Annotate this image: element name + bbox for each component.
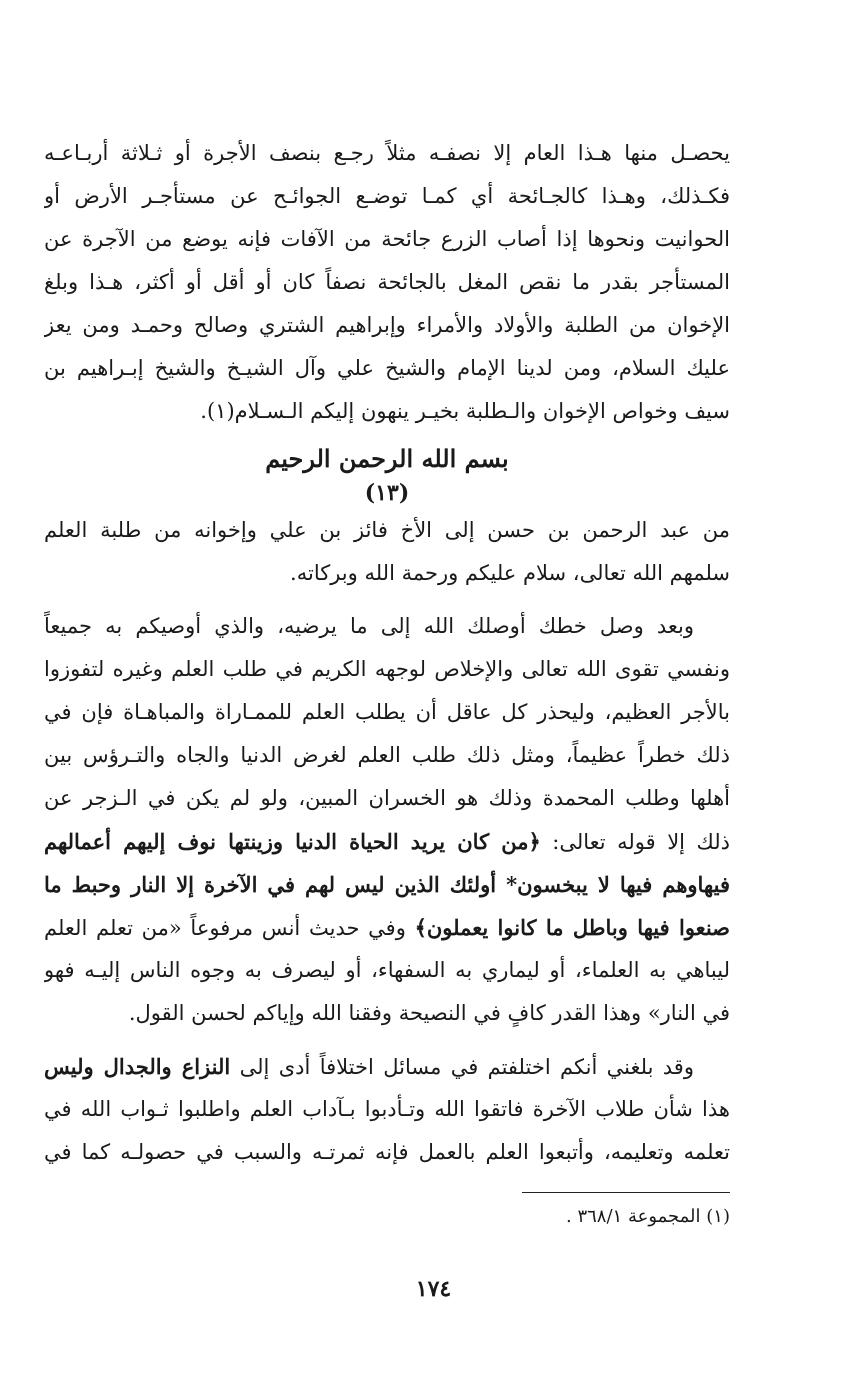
text-line: في النار» وهذا القدر كافٍ في النصيحة وفقنا الله وإياكم لحسن القول. xyxy=(128,1001,730,1025)
text-line: عليك السلام، ومن لدينا الإمام والشيخ علي وآل الشيـخ والشيخ إبـراهيم بن xyxy=(44,356,730,380)
document-body xyxy=(44,132,730,1174)
page-number: ١٧٤ xyxy=(415,1276,452,1302)
text-line: بالأجر العظيم، وليحذر كل عاقل أن يطلب العلم للممـاراة والمباهـاة فإن في xyxy=(44,700,730,724)
text-line: سلمهم الله تعالى، سلام عليكم ورحمة الله وبركاته. xyxy=(290,561,730,585)
text-line: ذلك خطراً عظيماً، ومثل ذلك طلب العلم لغرض الدنيا والجاه والتـرؤس بين xyxy=(44,743,730,767)
text-line: وبعد وصل خطك أوصلك الله إلى ما يرضيه، والذي أوصيكم به جميعاً xyxy=(44,614,694,638)
plain-text: ذلك إلا قوله تعالى: xyxy=(540,830,730,854)
plain-text: وفي حديث أنس مرفوعاً «من تعلم العلم xyxy=(44,916,415,940)
text-line: هذا شأن طلاب الآخرة فاتقوا الله وتـأدبوا بـآداب العلم واطلبوا ثـواب الله في xyxy=(44,1097,730,1121)
bold-text: النزاع والجدال وليس xyxy=(44,1054,231,1079)
text-line: فكـذلك، وهـذا كالجـائحة أي كمـا توضـع الجوائـح عن مستأجـر الأرض أو xyxy=(44,184,730,208)
text-line: أهلها وطلب المحمدة وذلك هو الخسران المبين، ولو لم يكن في الـزجر عن xyxy=(44,786,730,810)
text-line: سيف وخواص الإخوان والـطلبة بخيـر ينهون إليكم الـسـلام(١). xyxy=(200,399,730,423)
text-line: الحوانيت ونحوها إذا أصاب الزرع جائحة من الآفات فإنه يوضع من الآجرة عن xyxy=(44,227,730,251)
text-line xyxy=(44,820,730,863)
text-line: المستأجر بقدر ما نقص المغل بالجائحة نصفاً كان أو أقل أو أكثر، هـذا وبلغ xyxy=(44,270,730,294)
text-line: تعلمه وتعليمه، وأتبعوا العلم بالعمل فإنه ثمرتـه والسبب في حصولـه كما في xyxy=(44,1140,730,1164)
quran-verse: ﴿من كان يريد الحياة الدنيا وزينتها نوف إليهم أعمالهم xyxy=(44,829,541,854)
footnote-divider xyxy=(522,1192,730,1193)
text-line xyxy=(44,906,730,949)
paragraph-salutation xyxy=(44,509,730,595)
quran-verse: صنعوا فيها وباطل ما كانوا يعملون﴾ xyxy=(414,915,730,940)
text-line xyxy=(44,1045,730,1088)
letter-number: (١٣) xyxy=(364,480,410,506)
paragraph-advice xyxy=(44,605,730,1035)
quran-verse: فيهاوهم فيها لا يبخسون* أولئك الذين ليس لهم في الآخرة إلا النار وحبط ما xyxy=(44,872,730,897)
footnote: (١) المجموعة ٣٦٨/١ . xyxy=(566,1206,730,1227)
paragraph-dispute xyxy=(44,1045,730,1174)
text-line: ليباهي به العلماء، أو ليماري به السفهاء، أو ليصرف به وجوه الناس إليـه فهو xyxy=(44,958,730,982)
text-line: ونفسي تقوى الله تعالى والإخلاص لوجهه الكريم في طلب العلم وغيره لتفوزوا xyxy=(44,657,730,681)
text-line: من عبد الرحمن بن حسن إلى الأخ فائز بن علي وإخوانه من طلبة العلم xyxy=(44,518,730,542)
text-line: يحصـل منها هـذا العام إلا نصفـه مثلاً رجـع بنصف الأجرة أو ثـلاثة أربـاعـه xyxy=(44,141,730,165)
text-line: الإخوان من الطلبة والأولاد والأمراء وإبراهيم الشتري وصالح وحمـد ومن يعز xyxy=(44,313,730,337)
plain-text: وقد بلغني أنكم اختلفتم في مسائل اختلافاً أدى إلى xyxy=(230,1055,694,1079)
basmala-heading: بسم الله الرحمن الرحيم xyxy=(265,444,509,473)
paragraph-continuation xyxy=(44,132,730,433)
